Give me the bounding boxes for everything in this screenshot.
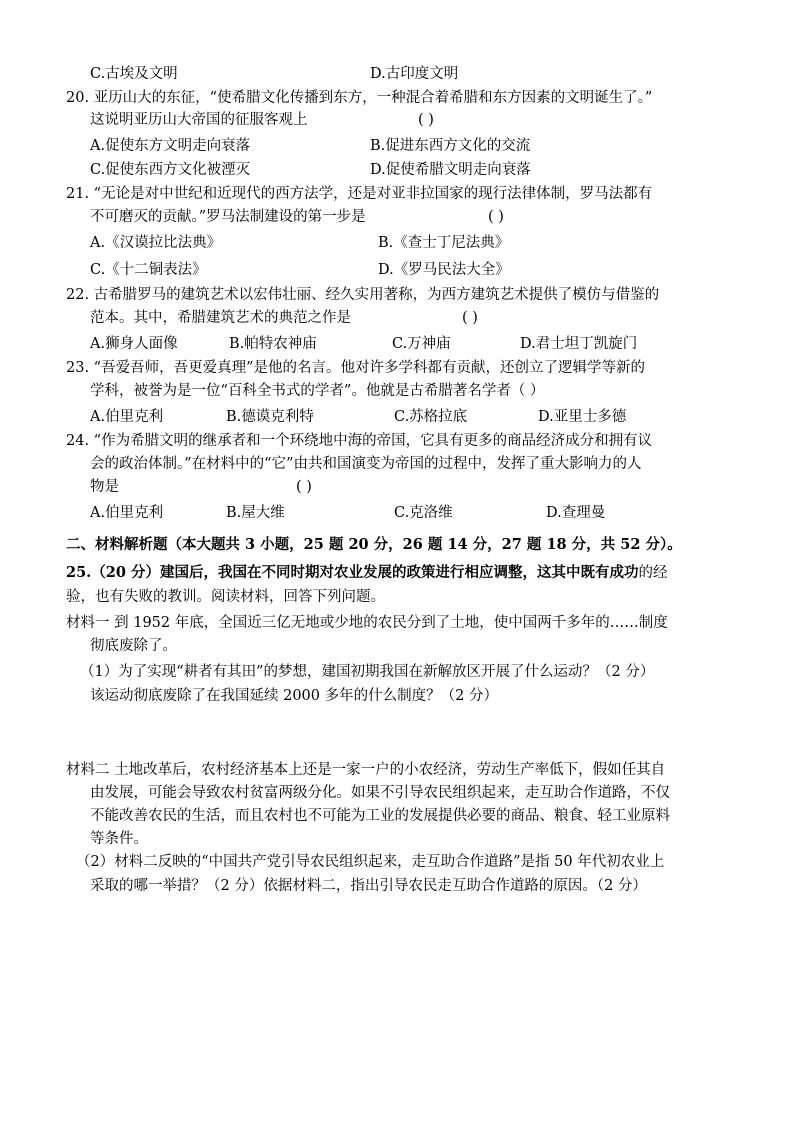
q25-intro-tail: 的经 (638, 565, 668, 581)
q20-option-b: B.促进东西方文化的交流 (370, 138, 531, 154)
q21-answer-paren: ( ) (488, 209, 504, 225)
q24-answer-paren: ( ) (296, 479, 312, 495)
q25-material1-line2: 彻底废除了。 (90, 638, 177, 654)
q25-intro-bold: 25.（20 分）建国后，我国在不同时期对农业发展的政策进行相应调整，这其中既有成功 (66, 564, 639, 581)
q25-material2-line4: 等条件。 (90, 831, 148, 847)
q22-option-c: C.万神庙 (392, 336, 451, 352)
q23-option-c: C.苏格拉底 (394, 409, 468, 425)
q25-sub2-line2: 采取的哪一举措？（2 分）依据材料二，指出引导农民走互助合作道路的原因。（2 分） (90, 878, 647, 894)
q23-option-b: B.德谟克利特 (226, 409, 314, 425)
q25-material2-line3: 不能改善农民的生活，而且农村也不可能为工业的发展提供必要的商品、粮食、轻工业原料 (90, 808, 670, 824)
q24-option-a: A.伯里克利 (90, 505, 164, 521)
q20-answer-paren: ( ) (418, 112, 434, 128)
q22-stem-line1: 22. 古希腊罗马的建筑艺术以宏伟壮丽、经久实用著称，为西方建筑艺术提供了模仿与借鉴的 (66, 287, 660, 303)
q21-stem-line2: 不可磨灭的贡献。”罗马法制建设的第一步是 (90, 209, 366, 225)
q25-material1-line1: 材料一 到 1952 年底，全国近三亿无地或少地的农民分到了土地，使中国两千多年的……制度 (66, 615, 668, 631)
q24-option-d: D.查理曼 (546, 505, 606, 521)
q25-material2-line1: 材料二 土地改革后，农村经济基本上还是一家一户的小农经济，劳动生产率低下，假如任其自 (66, 762, 666, 778)
q20-stem-line2: 这说明亚历山大帝国的征服客观上 (90, 112, 308, 128)
q24-stem-line1: 24. “作为希腊文明的继承者和一个环绕地中海的帝国，它具有更多的商品经济成分和拥有议 (66, 433, 653, 449)
section-2-heading: 二、材料解析题（本大题共 3 小题，25 题 20 分，26 题 14 分，27 题 18 分，共 52 分）。 (66, 536, 682, 553)
q23-option-a: A.伯里克利 (90, 409, 164, 425)
q25-intro-line2: 验，也有失败的教训。阅读材料，回答下列问题。 (66, 589, 385, 605)
q22-stem-line2: 范本。其中，希腊建筑艺术的典范之作是 (90, 310, 351, 326)
q22-option-d: D.君士坦丁凯旋门 (520, 336, 638, 352)
q21-option-a: A.《汉谟拉比法典》 (90, 235, 222, 251)
q20-option-c: C.促使东西方文化被湮灭 (90, 162, 251, 178)
q23-stem-line1: 23. “吾爱吾师，吾更爱真理”是他的名言。他对许多学科都有贡献，还创立了逻辑学等新的 (66, 360, 645, 376)
q25-sub1-line1: （1）为了实现“耕者有其田”的梦想，建国初期我国在新解放区开展了什么运动？（2 分） (80, 664, 655, 680)
q25-intro-line1 (66, 563, 667, 583)
q20-option-d: D.促使希腊文明走向衰落 (370, 162, 531, 178)
q20-option-a: A.促使东方文明走向衰落 (90, 138, 251, 154)
q23-option-d: D.亚里士多德 (538, 409, 627, 425)
q20-stem-line1: 20. 亚历山大的东征，“使希腊文化传播到东方，一种混合着希腊和东方因素的文明诞生了。” (66, 90, 653, 106)
q22-option-b: B.帕特农神庙 (229, 336, 317, 352)
q19-option-d: D.古印度文明 (370, 66, 459, 82)
q25-sub2-line1: （2）材料二反映的“中国共产党引导农民组织起来，走互助合作道路”是指 50 年代初农业上 (76, 854, 665, 870)
q19-option-c: C.古埃及文明 (90, 66, 178, 82)
q25-sub1-line2: 该运动彻底废除了在我国延续 2000 多年的什么制度？（2 分） (90, 688, 498, 704)
q24-option-c: C.克洛维 (394, 505, 453, 521)
q24-stem-line3: 物是 (90, 479, 119, 495)
q23-stem-line2: 学科，被誉为是一位“百科全书式的学者”。他就是古希腊著名学者（ ） (90, 383, 545, 399)
q21-option-d: D.《罗马民法大全》 (378, 262, 510, 278)
q22-option-a: A.狮身人面像 (90, 336, 178, 352)
q21-option-c: C.《十二铜表法》 (90, 262, 207, 278)
q24-stem-line2: 会的政治体制。”在材料中的“它”由共和国演变为帝国的过程中，发挥了重大影响力的人 (90, 456, 642, 472)
q21-stem-line1: 21. “无论是对中世纪和近现代的西方法学，还是对亚非拉国家的现行法律体制，罗马法都有 (66, 186, 653, 202)
q25-material2-line2: 由发展，可能会导致农村贫富两级分化。如果不引导农民组织起来，走互助合作道路，不仅 (90, 785, 670, 801)
q24-option-b: B.屋大维 (226, 505, 285, 521)
q21-option-b: B.《查士丁尼法典》 (378, 235, 510, 251)
q22-answer-paren: ( ) (462, 310, 478, 326)
